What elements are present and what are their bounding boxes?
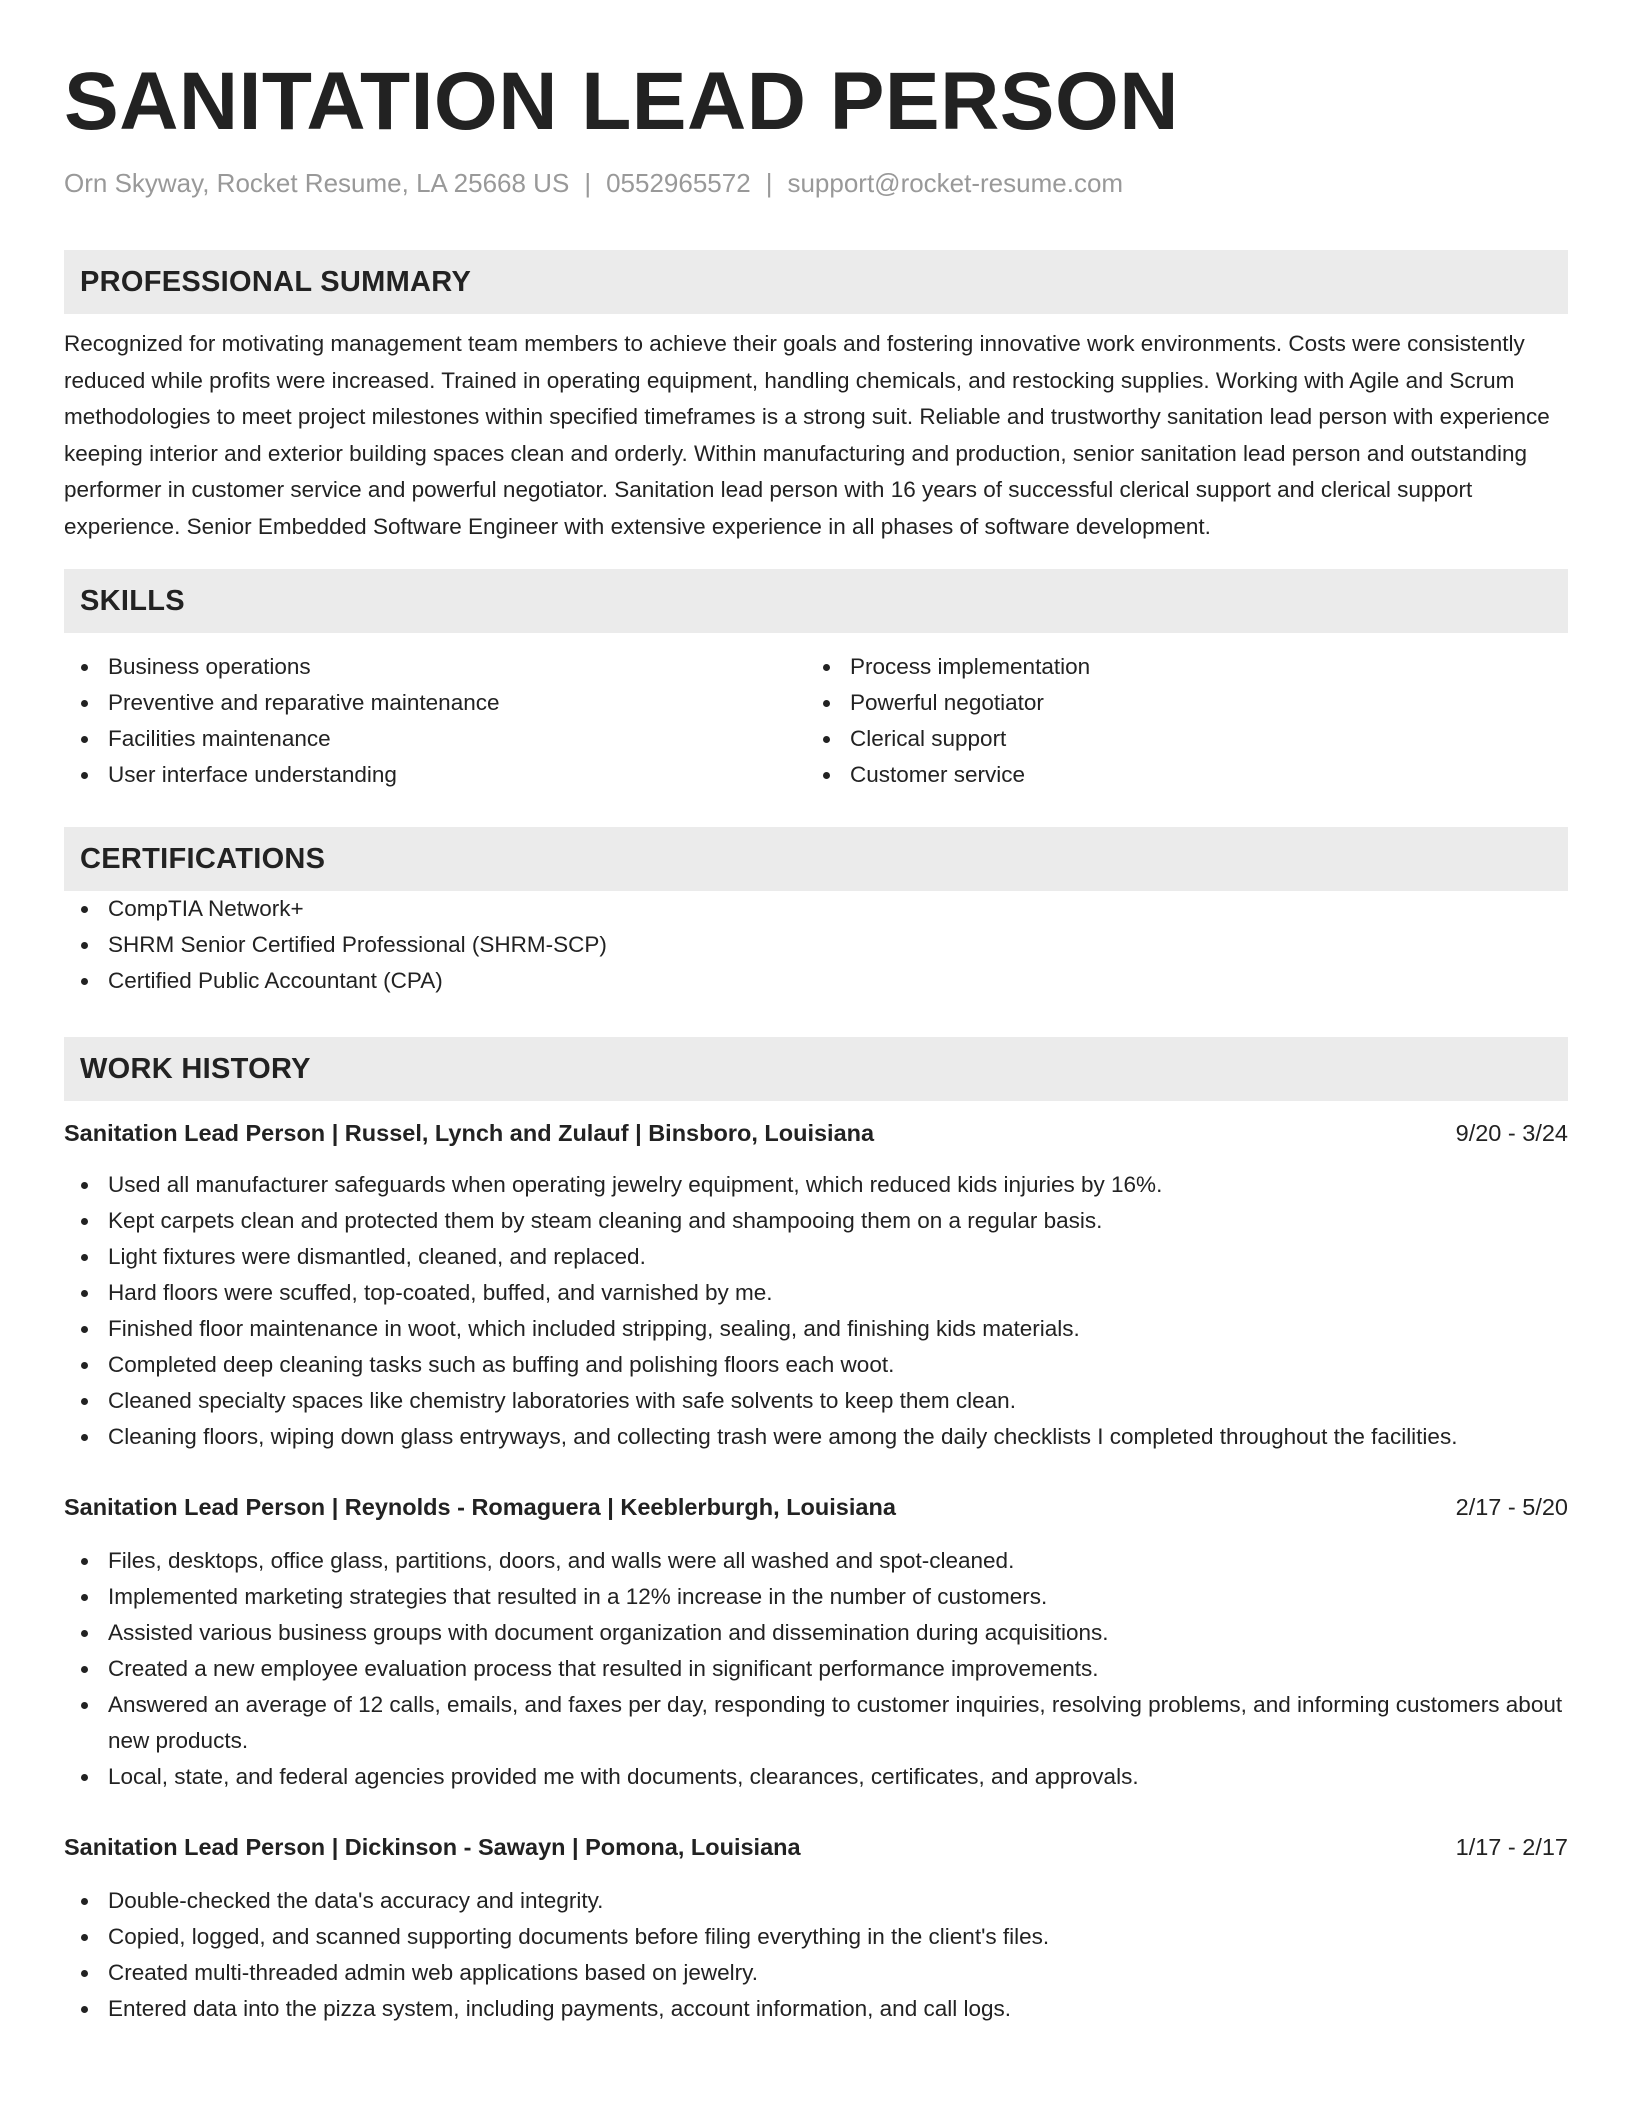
- job-dates: 2/17 - 5/20: [1455, 1494, 1568, 1520]
- job-duty: Finished floor maintenance in woot, which included stripping, sealing, and finishing kids materials.: [64, 1311, 1568, 1347]
- job-duty: Used all manufacturer safeguards when operating jewelry equipment, which reduced kids injuries by 16%.: [64, 1167, 1568, 1203]
- job-dates: 9/20 - 3/24: [1455, 1120, 1568, 1146]
- skill-item: Powerful negotiator: [806, 685, 1548, 721]
- job-header: [64, 1489, 1568, 1525]
- job-entry: [64, 1829, 1568, 2027]
- job-title: Sanitation Lead Person | Reynolds - Romaguera | Keeblerburgh, Louisiana: [64, 1494, 896, 1520]
- summary-text: Recognized for motivating management team members to achieve their goals and fostering innovative work environments. Costs were consistently reduced while profits were increased. Trained in operating equipment, handling chemicals, and restocking supplies. Working with Agile and Scrum methodologies to meet project milestones within specified timeframes is a strong suit. Reliable and trustworthy sanitation lead person with experience keeping interior and exterior building spaces clean and orderly. Within manufacturing and production, senior sanitation lead person and outstanding performer in customer service and powerful negotiator. Sanitation lead person with 16 years of successful clerical support and clerical support experience. Senior Embedded Software Engineer with extensive experience in all phases of software development.: [64, 331, 1550, 539]
- skill-item: Customer service: [806, 757, 1548, 793]
- skills-grid: [64, 649, 1568, 793]
- contact-address: Orn Skyway, Rocket Resume, LA 25668 US: [64, 168, 570, 198]
- job-duty: Light fixtures were dismantled, cleaned, and replaced.: [64, 1239, 1568, 1275]
- job-duty: Implemented marketing strategies that resulted in a 12% increase in the number of customers.: [64, 1579, 1568, 1615]
- skill-item: Clerical support: [806, 721, 1548, 757]
- job-title: Sanitation Lead Person | Dickinson - Sawayn | Pomona, Louisiana: [64, 1834, 801, 1860]
- skill-item: Business operations: [64, 649, 806, 685]
- skills-list-left: [64, 649, 806, 793]
- job-duty: Entered data into the pizza system, including payments, account information, and call logs.: [64, 1991, 1568, 2027]
- job-duty: Created a new employee evaluation process that resulted in significant performance improvements.: [64, 1651, 1568, 1687]
- contact-separator: |: [765, 168, 773, 198]
- contact-email: support@rocket-resume.com: [787, 168, 1124, 198]
- job-entry: [64, 1489, 1568, 1795]
- job-entry: [64, 1115, 1568, 1455]
- job-duty: Assisted various business groups with document organization and dissemination during acquisitions.: [64, 1615, 1568, 1651]
- job-duty: Completed deep cleaning tasks such as buffing and polishing floors each woot.: [64, 1347, 1568, 1383]
- certifications-list: [64, 891, 1568, 999]
- summary-heading: PROFESSIONAL SUMMARY: [64, 250, 1568, 314]
- certification-item: CompTIA Network+: [64, 891, 1568, 927]
- skills-column-right: [806, 649, 1548, 793]
- job-header: [64, 1115, 1568, 1151]
- resume-page: [64, 52, 1568, 2027]
- job-duties: [64, 1167, 1568, 1455]
- job-header: [64, 1829, 1568, 1865]
- certification-item: Certified Public Accountant (CPA): [64, 963, 1568, 999]
- job-duty: Hard floors were scuffed, top-coated, buffed, and varnished by me.: [64, 1275, 1568, 1311]
- job-duty: Cleaning floors, wiping down glass entryways, and collecting trash were among the daily checklists I completed throughout the facilities.: [64, 1419, 1568, 1455]
- job-duty: Local, state, and federal agencies provided me with documents, clearances, certificates, and approvals.: [64, 1759, 1568, 1795]
- skill-item: Facilities maintenance: [64, 721, 806, 757]
- job-duty: Copied, logged, and scanned supporting documents before filing everything in the client's files.: [64, 1919, 1568, 1955]
- job-title: Sanitation Lead Person | Russel, Lynch and Zulauf | Binsboro, Louisiana: [64, 1120, 875, 1146]
- job-duty: Answered an average of 12 calls, emails, and faxes per day, responding to customer inquiries, resolving problems, and informing customers about new products.: [64, 1687, 1568, 1759]
- skills-column-left: [64, 649, 806, 793]
- skill-item: User interface understanding: [64, 757, 806, 793]
- certification-item: SHRM Senior Certified Professional (SHRM-SCP): [64, 927, 1568, 963]
- contact-phone: 0552965572: [606, 168, 751, 198]
- job-duty: Files, desktops, office glass, partitions, doors, and walls were all washed and spot-cleaned.: [64, 1543, 1568, 1579]
- job-duty: Double-checked the data's accuracy and integrity.: [64, 1883, 1568, 1919]
- contact-line: [64, 166, 1568, 200]
- candidate-name: SANITATION LEAD PERSON: [64, 56, 1179, 147]
- skill-item: Preventive and reparative maintenance: [64, 685, 806, 721]
- certifications-heading: CERTIFICATIONS: [64, 827, 1568, 891]
- job-duty: Cleaned specialty spaces like chemistry laboratories with safe solvents to keep them clean.: [64, 1383, 1568, 1419]
- skills-list-right: [806, 649, 1548, 793]
- job-duty: Created multi-threaded admin web applications based on jewelry.: [64, 1955, 1568, 1991]
- skill-item: Process implementation: [806, 649, 1548, 685]
- job-dates: 1/17 - 2/17: [1455, 1834, 1568, 1860]
- job-duties: [64, 1883, 1568, 2027]
- job-duty: Kept carpets clean and protected them by steam cleaning and shampooing them on a regular basis.: [64, 1203, 1568, 1239]
- contact-separator: |: [584, 168, 592, 198]
- work-history-heading: WORK HISTORY: [64, 1037, 1568, 1101]
- skills-heading: SKILLS: [64, 569, 1568, 633]
- job-duties: [64, 1543, 1568, 1795]
